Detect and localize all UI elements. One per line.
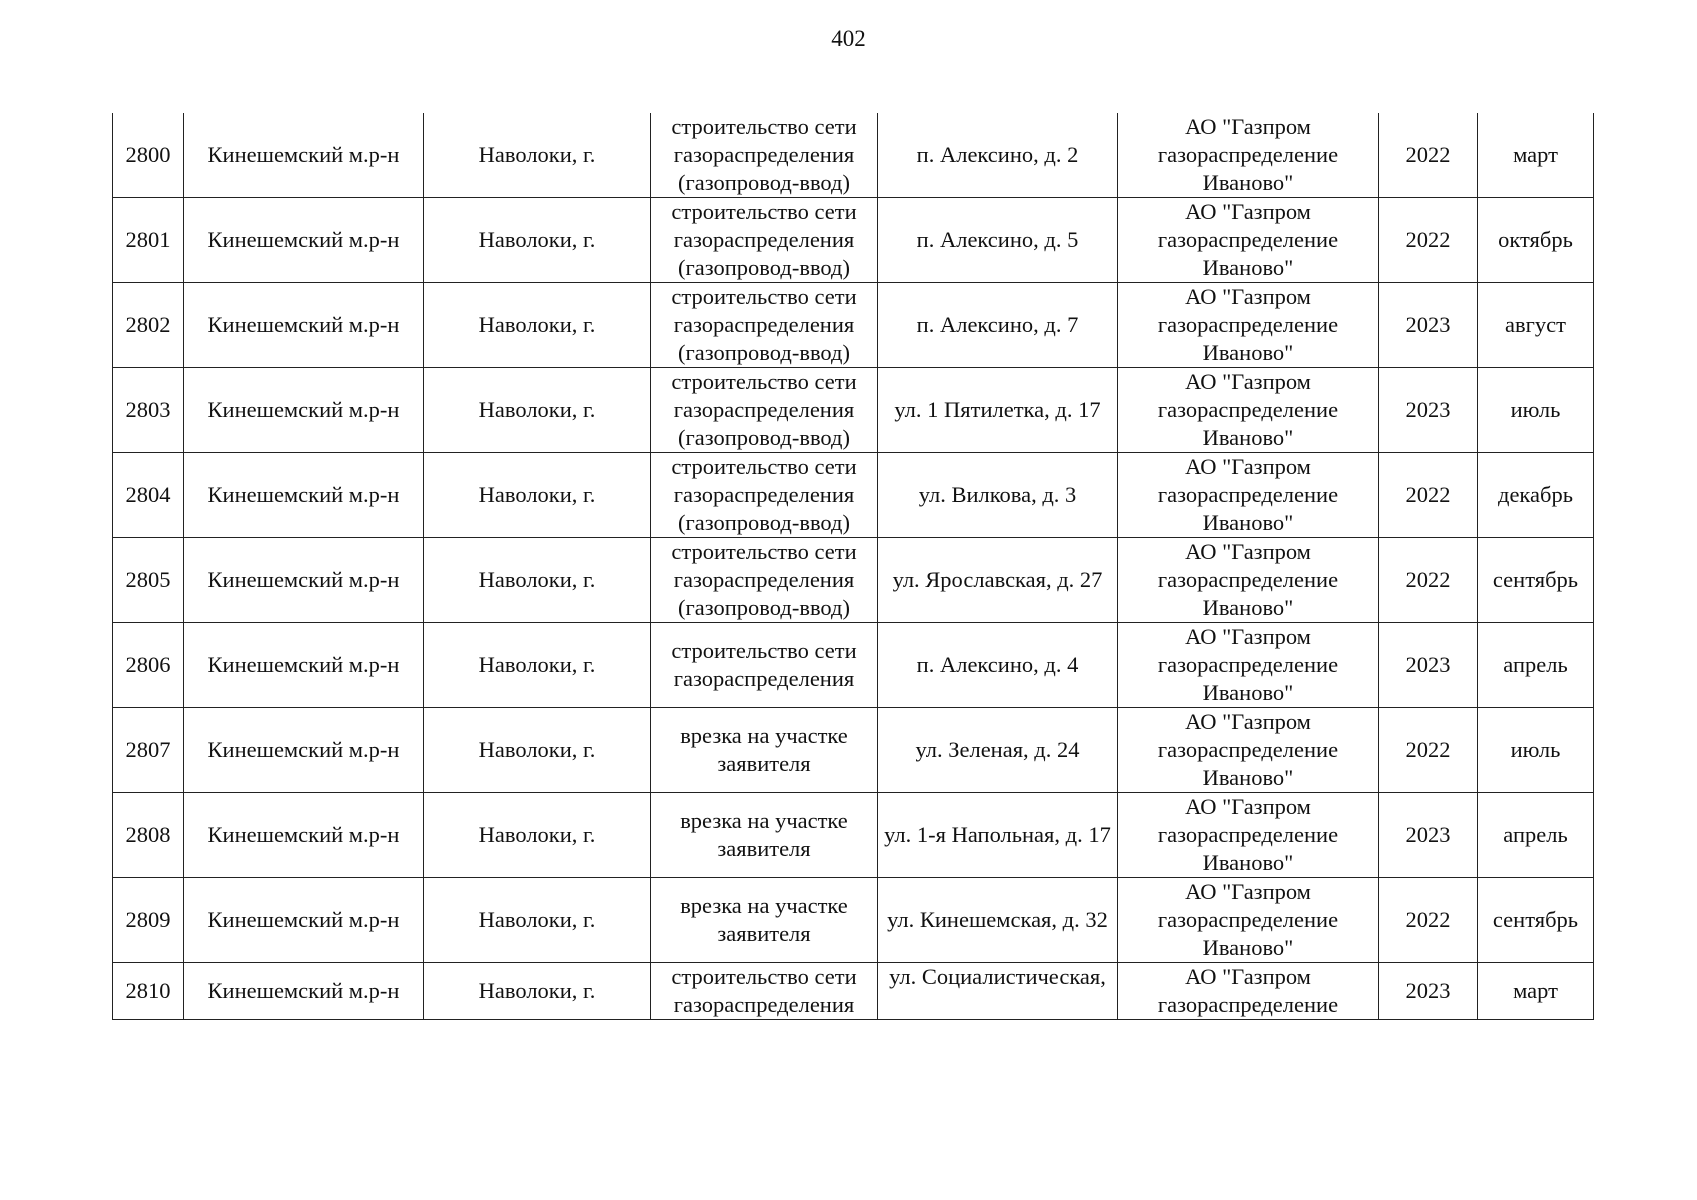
table-row bbox=[113, 113, 1594, 198]
locality-cell: Наволоки, г. bbox=[424, 878, 651, 963]
district-cell: Кинешемский м.р-н bbox=[184, 283, 424, 368]
district-cell: Кинешемский м.р-н bbox=[184, 623, 424, 708]
work-type-cell: строительство сети газораспределения (газопровод-ввод) bbox=[651, 538, 878, 623]
district-cell: Кинешемский м.р-н bbox=[184, 708, 424, 793]
row-number-cell: 2808 bbox=[113, 793, 184, 878]
year-cell: 2022 bbox=[1379, 113, 1478, 198]
work-type-cell: строительство сети газораспределения (газопровод-ввод) bbox=[651, 198, 878, 283]
organization-cell: АО "Газпром газораспределение Иваново" bbox=[1118, 113, 1379, 198]
district-cell: Кинешемский м.р-н bbox=[184, 878, 424, 963]
locality-cell: Наволоки, г. bbox=[424, 708, 651, 793]
locality-cell: Наволоки, г. bbox=[424, 113, 651, 198]
work-type-cell: строительство сети газораспределения bbox=[651, 623, 878, 708]
year-cell: 2022 bbox=[1379, 198, 1478, 283]
address-cell: п. Алексино, д. 5 bbox=[878, 198, 1118, 283]
organization-cell: АО "Газпром газораспределение Иваново" bbox=[1118, 793, 1379, 878]
year-cell: 2022 bbox=[1379, 538, 1478, 623]
month-cell: декабрь bbox=[1478, 453, 1594, 538]
district-cell: Кинешемский м.р-н bbox=[184, 963, 424, 1020]
month-cell: сентябрь bbox=[1478, 538, 1594, 623]
row-number-cell: 2800 bbox=[113, 113, 184, 198]
address-cell: ул. Кинешемская, д. 32 bbox=[878, 878, 1118, 963]
organization-cell: АО "Газпром газораспределение Иваново" bbox=[1118, 283, 1379, 368]
table-row bbox=[113, 708, 1594, 793]
organization-cell: АО "Газпром газораспределение bbox=[1118, 963, 1379, 1020]
month-cell: август bbox=[1478, 283, 1594, 368]
locality-cell: Наволоки, г. bbox=[424, 453, 651, 538]
row-number-cell: 2810 bbox=[113, 963, 184, 1020]
address-cell: ул. Зеленая, д. 24 bbox=[878, 708, 1118, 793]
locality-cell: Наволоки, г. bbox=[424, 793, 651, 878]
table-row bbox=[113, 198, 1594, 283]
address-cell: ул. 1 Пятилетка, д. 17 bbox=[878, 368, 1118, 453]
month-cell: сентябрь bbox=[1478, 878, 1594, 963]
address-cell: п. Алексино, д. 7 bbox=[878, 283, 1118, 368]
row-number-cell: 2809 bbox=[113, 878, 184, 963]
organization-cell: АО "Газпром газораспределение Иваново" bbox=[1118, 538, 1379, 623]
work-type-cell: врезка на участке заявителя bbox=[651, 878, 878, 963]
work-type-cell: строительство сети газораспределения bbox=[651, 963, 878, 1020]
locality-cell: Наволоки, г. bbox=[424, 283, 651, 368]
year-cell: 2023 bbox=[1379, 793, 1478, 878]
table-row bbox=[113, 453, 1594, 538]
table-row bbox=[113, 878, 1594, 963]
table-body bbox=[113, 113, 1594, 1020]
row-number-cell: 2804 bbox=[113, 453, 184, 538]
district-cell: Кинешемский м.р-н bbox=[184, 453, 424, 538]
work-type-cell: строительство сети газораспределения (газопровод-ввод) bbox=[651, 113, 878, 198]
year-cell: 2023 bbox=[1379, 283, 1478, 368]
organization-cell: АО "Газпром газораспределение Иваново" bbox=[1118, 623, 1379, 708]
table-row bbox=[113, 623, 1594, 708]
row-number-cell: 2801 bbox=[113, 198, 184, 283]
table-row bbox=[113, 793, 1594, 878]
year-cell: 2023 bbox=[1379, 368, 1478, 453]
address-cell: п. Алексино, д. 4 bbox=[878, 623, 1118, 708]
page-number: 402 bbox=[831, 26, 866, 51]
work-type-cell: врезка на участке заявителя bbox=[651, 708, 878, 793]
month-cell: апрель bbox=[1478, 623, 1594, 708]
year-cell: 2022 bbox=[1379, 453, 1478, 538]
month-cell: июль bbox=[1478, 368, 1594, 453]
locality-cell: Наволоки, г. bbox=[424, 623, 651, 708]
work-type-cell: строительство сети газораспределения (газопровод-ввод) bbox=[651, 368, 878, 453]
locality-cell: Наволоки, г. bbox=[424, 538, 651, 623]
address-cell: ул. Вилкова, д. 3 bbox=[878, 453, 1118, 538]
gasification-schedule-table bbox=[112, 113, 1594, 1020]
locality-cell: Наволоки, г. bbox=[424, 368, 651, 453]
locality-cell: Наволоки, г. bbox=[424, 963, 651, 1020]
organization-cell: АО "Газпром газораспределение Иваново" bbox=[1118, 708, 1379, 793]
table-row bbox=[113, 538, 1594, 623]
district-cell: Кинешемский м.р-н bbox=[184, 538, 424, 623]
address-cell: п. Алексино, д. 2 bbox=[878, 113, 1118, 198]
organization-cell: АО "Газпром газораспределение Иваново" bbox=[1118, 878, 1379, 963]
month-cell: июль bbox=[1478, 708, 1594, 793]
district-cell: Кинешемский м.р-н bbox=[184, 793, 424, 878]
table-row bbox=[113, 283, 1594, 368]
organization-cell: АО "Газпром газораспределение Иваново" bbox=[1118, 453, 1379, 538]
month-cell: апрель bbox=[1478, 793, 1594, 878]
table-row bbox=[113, 368, 1594, 453]
row-number-cell: 2803 bbox=[113, 368, 184, 453]
year-cell: 2023 bbox=[1379, 963, 1478, 1020]
district-cell: Кинешемский м.р-н bbox=[184, 113, 424, 198]
row-number-cell: 2807 bbox=[113, 708, 184, 793]
year-cell: 2023 bbox=[1379, 623, 1478, 708]
month-cell: октябрь bbox=[1478, 198, 1594, 283]
month-cell: март bbox=[1478, 113, 1594, 198]
district-cell: Кинешемский м.р-н bbox=[184, 368, 424, 453]
month-cell: март bbox=[1478, 963, 1594, 1020]
row-number-cell: 2805 bbox=[113, 538, 184, 623]
address-cell: ул. 1-я Напольная, д. 17 bbox=[878, 793, 1118, 878]
work-type-cell: строительство сети газораспределения (газопровод-ввод) bbox=[651, 453, 878, 538]
locality-cell: Наволоки, г. bbox=[424, 198, 651, 283]
year-cell: 2022 bbox=[1379, 708, 1478, 793]
address-cell: ул. Ярославская, д. 27 bbox=[878, 538, 1118, 623]
organization-cell: АО "Газпром газораспределение Иваново" bbox=[1118, 198, 1379, 283]
address-cell: ул. Социалистическая, bbox=[878, 963, 1118, 1020]
district-cell: Кинешемский м.р-н bbox=[184, 198, 424, 283]
row-number-cell: 2802 bbox=[113, 283, 184, 368]
organization-cell: АО "Газпром газораспределение Иваново" bbox=[1118, 368, 1379, 453]
work-type-cell: врезка на участке заявителя bbox=[651, 793, 878, 878]
table-row bbox=[113, 963, 1594, 1020]
row-number-cell: 2806 bbox=[113, 623, 184, 708]
work-type-cell: строительство сети газораспределения (газопровод-ввод) bbox=[651, 283, 878, 368]
year-cell: 2022 bbox=[1379, 878, 1478, 963]
